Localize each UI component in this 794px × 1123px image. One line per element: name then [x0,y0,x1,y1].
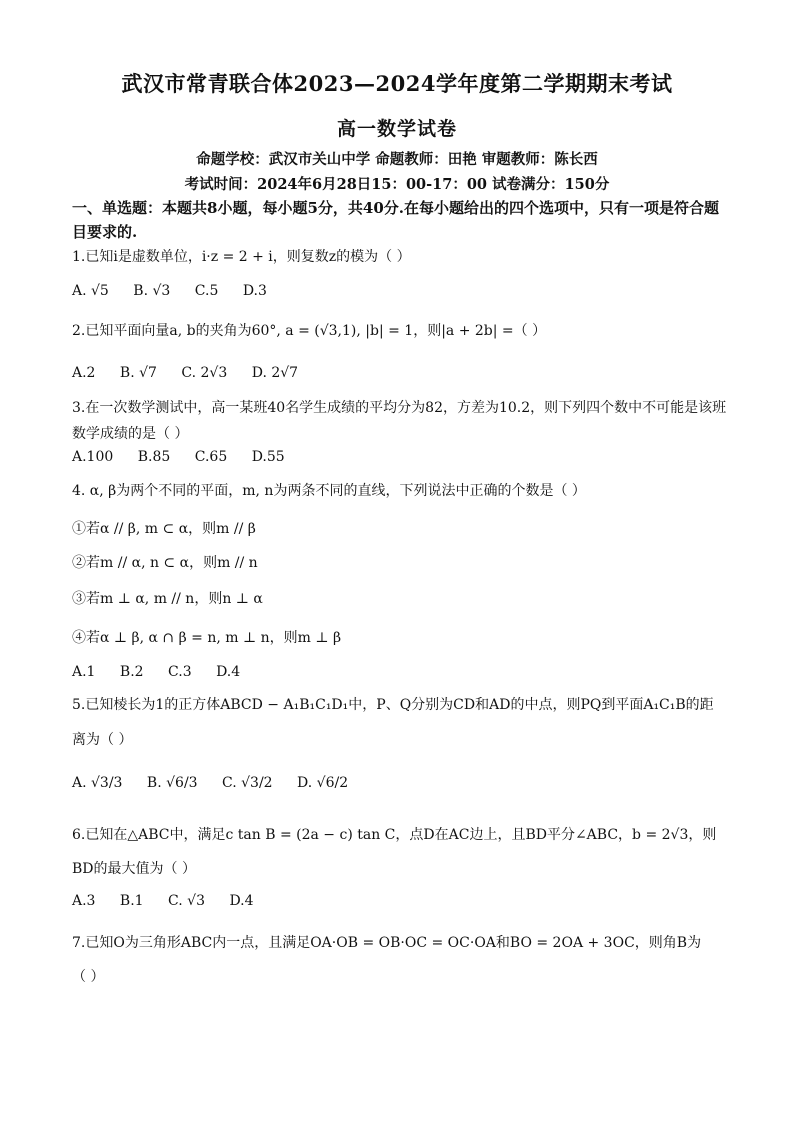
question-5-stem-line-1: 5.已知棱长为1的正方体ABCD − A₁B₁C₁D₁中，P、Q分别为CD和AD的中点，则PQ到平面A₁C₁B的距 [72,697,714,713]
option-c: C. 2√3 [181,365,228,381]
option-d: D. 2√7 [251,365,299,381]
question-5-options [72,770,732,796]
exam-time: 考试时间：2024年6月28日15：00-17：00 试卷满分：150分 [184,176,610,193]
question-2-options [72,360,732,386]
option-a: A.1 [72,664,96,680]
option-a: A. √5 [72,283,109,299]
question-6-options [72,888,732,914]
question-4-options [72,659,732,685]
option-d: D.3 [242,283,267,299]
question-7-stem-line-2: （ ） [72,969,105,985]
option-c: C.65 [194,449,228,465]
question-3-stem: 3.在一次数学测试中，高一某班40名学生成绩的平均分为82，方差为10.2，则下列四个数中不可能是该班数学成绩的是（ ） [72,400,727,442]
option-a: A.2 [72,365,96,381]
option-b: B.2 [119,664,144,680]
option-a: A. √3/3 [72,775,123,791]
option-c: C. √3/2 [222,775,273,791]
option-b: B.1 [119,893,144,909]
exam-title: 武汉市常青联合体2023—2024学年度第二学期期末考试 [121,71,673,96]
option-a: A.3 [72,893,96,909]
option-c: C.3 [168,664,192,680]
option-d: D.55 [251,449,285,465]
option-c: C.5 [194,283,219,299]
exam-subtitle: 高一数学试卷 [336,118,457,140]
question-6-stem-line-2: BD的最大值为（ ） [72,861,196,877]
option-c: C. √3 [168,893,205,909]
question-1-options [72,278,732,304]
question-2-stem: 2.已知平面向量a, b的夹角为60°, a = (√3,1), |b| = 1，则|a + 2b| =（ ） [72,323,547,339]
question-7-stem-line-1: 7.已知O为三角形ABC内一点，且满足OA·OB = OB·OC = OC·OA和BO = 2OA + 3OC，则角B为 [72,935,702,951]
option-d: D.4 [216,664,241,680]
question-6-stem-line-1: 6.已知在△ABC中，满足c tan B = (2a − c) tan C，点D在AC边上，且BD平分∠ABC，b = 2√3，则 [72,827,717,843]
option-b: B.85 [137,449,171,465]
exam-authors: 命题学校：武汉市关山中学 命题教师：田艳 审题教师：陈长西 [196,151,598,168]
section-heading: 一、单选题：本题共8小题，每小题5分，共40分.在每小题给出的四个选项中，只有一项是符合题目要求的. [72,199,719,241]
question-4-statement-1: ①若α // β, m ⊂ α，则m // β [72,521,256,537]
question-1-stem: 1.已知i是虚数单位，i·z = 2 + i，则复数z的模为（ ） [72,249,411,265]
question-4-stem: 4. α, β为两个不同的平面，m, n为两条不同的直线，下列说法中正确的个数是（ ） [72,483,586,499]
option-d: D.4 [229,893,254,909]
option-b: B. √6/3 [146,775,198,791]
question-3-options [72,444,732,470]
question-5-stem-line-2: 离为（ ） [72,732,133,748]
option-b: B. √3 [133,283,171,299]
question-4-statement-2: ②若m // α, n ⊂ α，则m // n [72,555,258,571]
option-b: B. √7 [119,365,157,381]
question-4-statement-4: ④若α ⊥ β, α ∩ β = n, m ⊥ n，则m ⊥ β [72,630,342,646]
option-d: D. √6/2 [297,775,349,791]
question-4-statement-3: ③若m ⊥ α, m // n，则n ⊥ α [72,591,263,607]
option-a: A.100 [72,449,114,465]
